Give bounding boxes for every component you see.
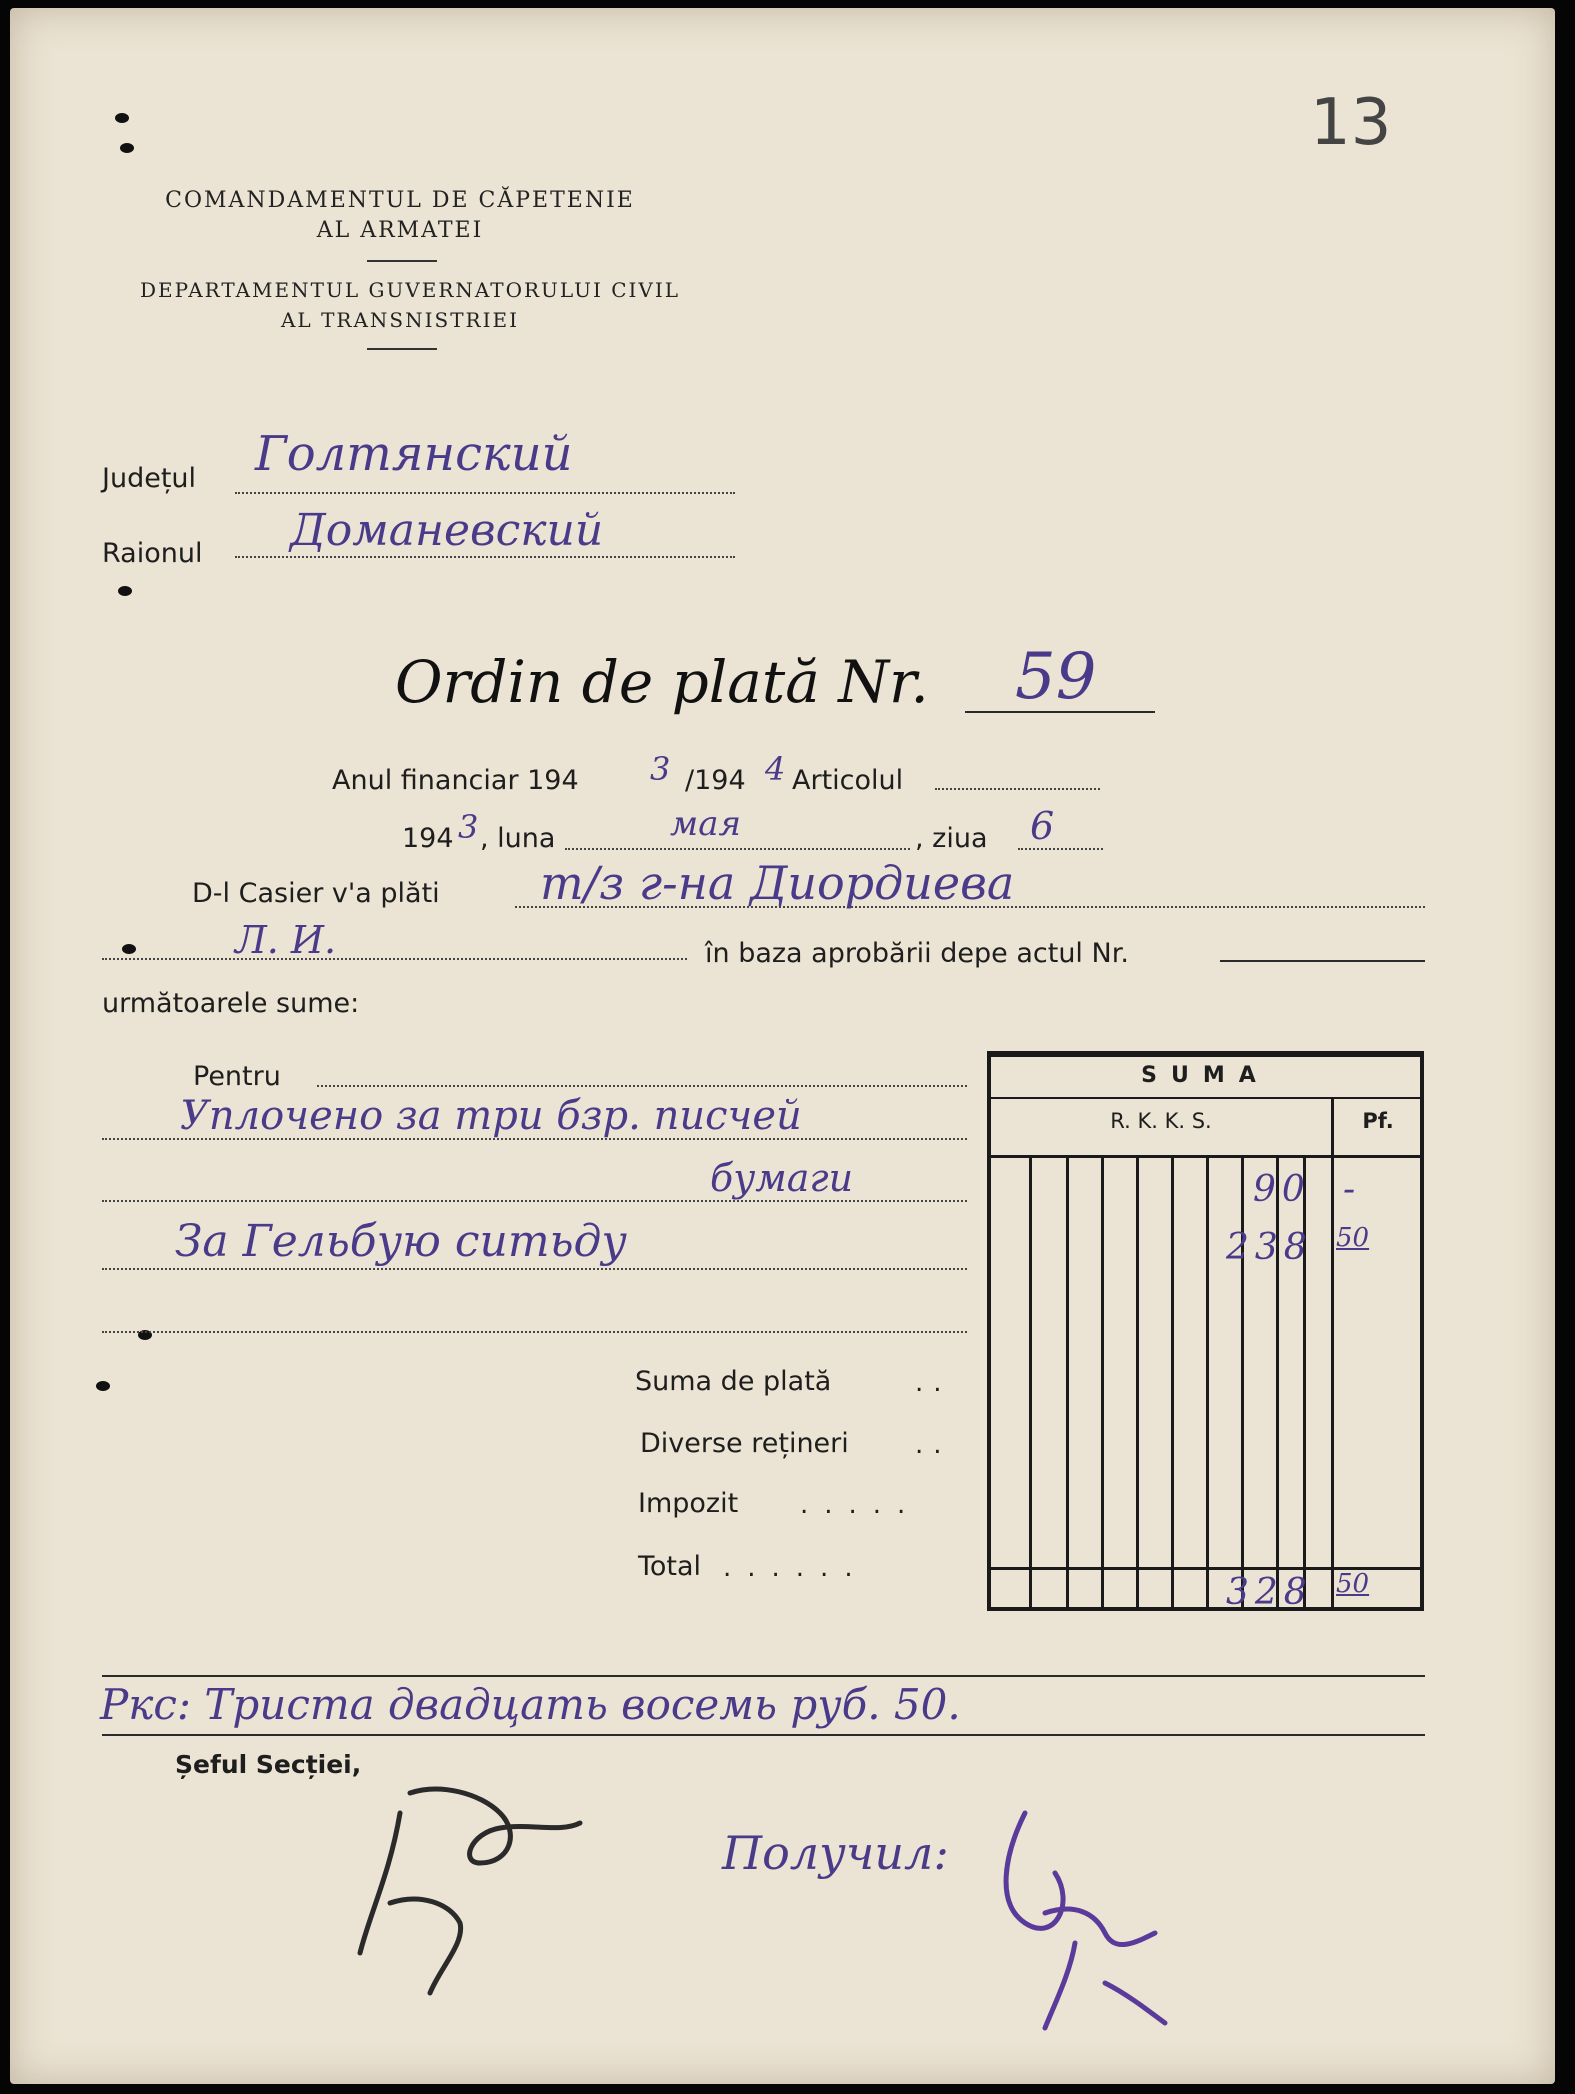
suma-de-plata-label: Suma de plată xyxy=(635,1366,832,1397)
leader-dots: .. xyxy=(915,1430,952,1460)
table-col xyxy=(1029,1155,1032,1607)
punch-hole xyxy=(115,113,129,123)
table-col xyxy=(1331,1155,1334,1607)
baza-line xyxy=(1220,960,1425,962)
casier-value-2: Л. И. xyxy=(235,918,337,962)
urmatoarele-label: următoarele sume: xyxy=(102,988,360,1019)
ziua-label: , ziua xyxy=(915,823,988,854)
row-2-pf: 50 xyxy=(1336,1223,1370,1253)
articolul-line xyxy=(935,788,1100,790)
leader-dots: ..... xyxy=(800,1490,922,1520)
year-digit: 3 xyxy=(458,808,479,846)
rks-amount-words: Ркс: Триста двадцать восемь руб. 50. xyxy=(100,1680,961,1729)
page-number: 13 xyxy=(1310,86,1392,160)
col-rkks: R. K. K. S. xyxy=(1110,1109,1212,1133)
suma-header: SUMA xyxy=(1141,1063,1270,1088)
casier-label: D-l Casier v'a plăti xyxy=(192,878,440,909)
pentru-line-1: Уплочено за три бзр. писчей xyxy=(180,1093,802,1139)
signature-seful xyxy=(330,1753,610,2003)
header-divider xyxy=(367,348,437,350)
leader-dots: .. xyxy=(915,1368,952,1398)
table-rule xyxy=(991,1097,1420,1099)
ziua-line xyxy=(1018,848,1103,850)
casier-value: т/з г-на Диордиева xyxy=(540,856,1015,910)
table-col xyxy=(1066,1155,1069,1607)
table-col xyxy=(1241,1155,1244,1607)
punch-hole xyxy=(120,143,134,153)
pentru-line xyxy=(317,1085,967,1087)
table-divider xyxy=(1331,1099,1334,1155)
table-col xyxy=(1171,1155,1174,1607)
table-col xyxy=(1276,1155,1279,1607)
anul-from: 3 xyxy=(650,750,671,788)
judetul-line xyxy=(235,492,735,494)
anul-to: 4 xyxy=(765,750,786,788)
rks-line-bottom xyxy=(102,1734,1425,1736)
articolul-label: Articolul xyxy=(792,765,904,796)
total-label: Total xyxy=(638,1551,702,1582)
total-pf: 50 xyxy=(1336,1569,1370,1599)
anul-label: Anul financiar 194 xyxy=(332,765,579,796)
row-2-amount: 238 xyxy=(1226,1227,1313,1268)
luna-label: , luna xyxy=(480,823,556,854)
table-col xyxy=(1303,1155,1306,1607)
pentru-line-2: бумаги xyxy=(710,1156,854,1200)
punch-hole xyxy=(122,944,136,954)
impozit-label: Impozit xyxy=(638,1488,739,1519)
table-col xyxy=(1101,1155,1104,1607)
raionul-label: Raionul xyxy=(102,538,203,569)
punch-hole xyxy=(96,1381,110,1391)
year-prefix: 194 xyxy=(402,823,454,854)
table-col xyxy=(1206,1155,1209,1607)
ziua-value: 6 xyxy=(1030,804,1055,848)
anul-sep: /194 xyxy=(685,765,746,796)
seful-label: Șeful Secției, xyxy=(175,1750,362,1779)
raionul-value: Доманевский xyxy=(290,505,604,556)
pentru-label: Pentru xyxy=(193,1061,281,1092)
pentru-line xyxy=(102,1331,967,1333)
luna-line xyxy=(565,848,910,850)
punch-hole xyxy=(118,586,132,596)
document-title: Ordin de plată Nr. xyxy=(395,648,929,716)
dept-line-2: AL TRANSNISTRIEI xyxy=(280,308,520,332)
header-divider xyxy=(367,260,437,262)
leader-dots: ...... xyxy=(723,1553,869,1583)
luna-value: мая xyxy=(670,804,741,844)
baza-label: în baza aprobării depe actul Nr. xyxy=(705,938,1129,969)
rks-line-top xyxy=(102,1675,1425,1677)
received-label: Получил: xyxy=(722,1826,949,1880)
dept-line-1: DEPARTAMENTUL GUVERNATORULUI CIVIL xyxy=(139,278,681,302)
pentru-line xyxy=(102,1200,967,1202)
suma-table xyxy=(987,1051,1424,1611)
row-1-amount: 90 xyxy=(1253,1169,1311,1210)
org-line-1: COMANDAMENTUL DE CĂPETENIE xyxy=(165,188,635,213)
org-line-2: AL ARMATEI xyxy=(316,218,484,243)
col-pf: Pf. xyxy=(1362,1109,1394,1133)
document-page xyxy=(10,8,1555,2084)
raionul-line xyxy=(235,556,735,558)
pentru-line-3: За Гельбую ситьду xyxy=(175,1216,627,1267)
signature-received xyxy=(985,1793,1185,2033)
total-amount: 328 xyxy=(1226,1572,1313,1613)
judetul-value: Голтянский xyxy=(255,426,573,482)
casier-line-2 xyxy=(102,958,687,960)
judetul-label: Județul xyxy=(102,463,197,494)
row-1-pf: - xyxy=(1343,1169,1356,1210)
table-col xyxy=(1136,1155,1139,1607)
document-number: 59 xyxy=(1015,640,1097,714)
diverse-label: Diverse rețineri xyxy=(640,1428,849,1459)
pentru-line xyxy=(102,1268,967,1270)
